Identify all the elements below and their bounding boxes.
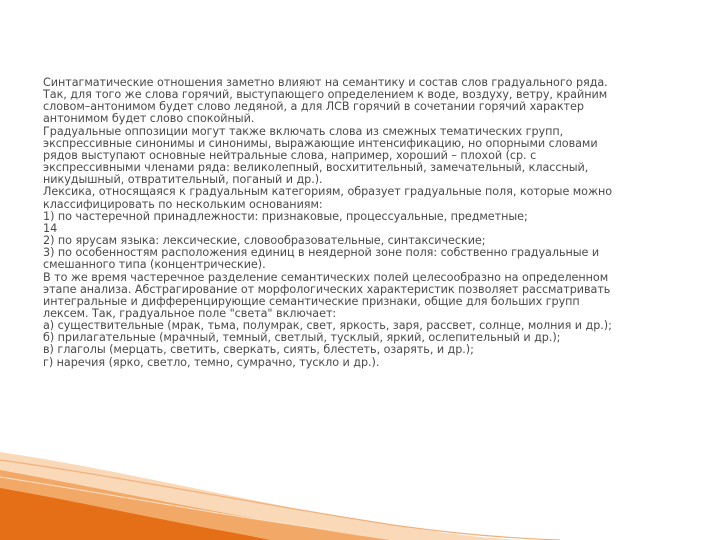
text-line: Синтагматические отношения заметно влияют на семантику и состав слов градуального ряда. xyxy=(43,76,608,89)
list-item: в) глаголы (мерцать, светить, сверкать, сиять, блестеть, озарять, и др.); xyxy=(43,343,474,357)
text-line: никудышный, отвратительный, поганый и др.). xyxy=(43,173,323,187)
text-line: 3) по особенностям расположения единиц в неядерной зоне поля: собственно градуальные и xyxy=(43,246,600,260)
list-item: а) существительные (мрак, тьма, полумрак, свет, яркость, заря, рассвет, солнце, молния и др.); xyxy=(43,319,612,333)
text-line: Так, для того же слова горячий, выступающего определением к воде, воздуху, ветру, крайним xyxy=(43,88,608,102)
text-line: экспрессивные синонимы и синонимы, выражающие интенсификацию, но опорными словами xyxy=(43,136,598,150)
text-line: 1) по частеречной принадлежности: признаковые, процессуальные, предметные; xyxy=(43,209,528,223)
text-line: антонимом будет слово спокойный. xyxy=(43,112,255,126)
text-line: В то же время частеречное разделение семантических полей целесообразно на определенном xyxy=(43,270,609,284)
list-item: б) прилагательные (мрачный, темный, светлый, тусклый, яркий, ослепительный и др.); xyxy=(43,331,561,345)
slide-text-body xyxy=(43,77,673,369)
text-line: смешанного типа (концентрические). xyxy=(43,258,266,272)
text-line: 2) по ярусам языка: лексические, словообразовательные, синтаксические; xyxy=(43,234,486,248)
text-line: экспрессивными членами ряда: великолепный, восхитительный, замечательный, классный, xyxy=(43,161,589,175)
text-line: рядов выступают основные нейтральные слова, например, хороший – плохой (ср. с xyxy=(43,148,537,162)
text-line: лексем. Так, градуальное поле "света" включает: xyxy=(43,306,337,320)
list-item: г) наречия (ярко, светло, темно, сумрачно, тускло и др.). xyxy=(43,355,380,369)
page-number: 14 xyxy=(43,221,58,235)
text-line: Градуальные оппозиции могут также включать слова из смежных тематических групп, xyxy=(43,124,564,138)
text-line: интегральные и дифференцирующие семантические признаки, общие для больших групп xyxy=(43,294,580,308)
text-line: этапе анализа. Абстрагирование от морфологических характеристик позволяет рассматривать xyxy=(43,282,611,296)
text-line: Лексика, относящаяся к градуальным категориям, образует градуальные поля, которые можно xyxy=(43,185,613,199)
text-line: классифицировать по нескольким основаниям: xyxy=(43,197,323,211)
text-line: словом–антонимом будет слово ледяной, а для ЛСВ горячий в сочетании горячий характер xyxy=(43,100,584,114)
